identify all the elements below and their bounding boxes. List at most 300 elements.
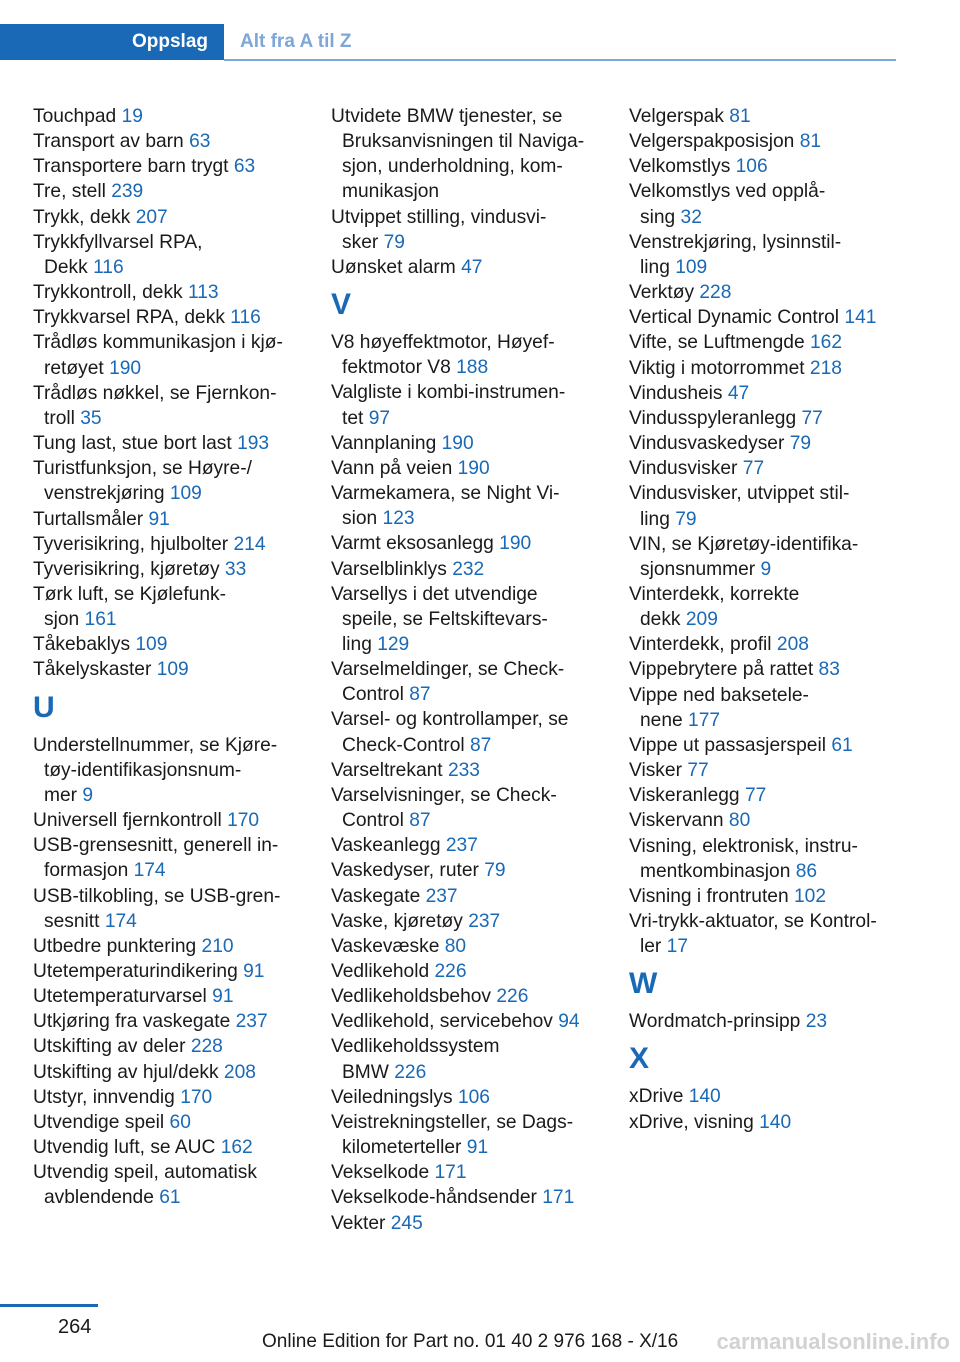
page-link[interactable]: 86: [795, 860, 818, 882]
page-number: 264: [58, 1316, 92, 1338]
page-link[interactable]: 174: [133, 860, 166, 882]
index-entry: [33, 884, 301, 934]
page-link[interactable]: 237: [425, 885, 458, 907]
page-link[interactable]: 87: [409, 810, 431, 832]
page-link[interactable]: 228: [699, 282, 732, 304]
index-entry: [33, 330, 301, 380]
page-link[interactable]: 129: [377, 633, 410, 655]
page-link[interactable]: 81: [729, 106, 751, 127]
page-link[interactable]: 77: [687, 760, 709, 782]
index-entry-text: Turistfunksjon, se Høyre-/: [33, 458, 252, 480]
index-entry: [331, 984, 599, 1009]
index-entry: [33, 657, 301, 682]
index-entry-text: Dekk: [44, 256, 88, 278]
index-entry: [33, 557, 301, 582]
index-entry-text: sjon, underholdning, kom‐: [342, 156, 563, 178]
page-link[interactable]: 87: [409, 684, 431, 706]
index-entry-text: Tyverisikring, kjøretøy: [33, 558, 220, 580]
page-link[interactable]: 47: [461, 256, 483, 278]
page-link[interactable]: 190: [441, 432, 474, 454]
page-link[interactable]: 162: [810, 332, 843, 354]
index-column-1: [33, 104, 301, 1211]
index-entry-text: Touchpad: [33, 106, 117, 127]
index-entry-text: xDrive, visning: [629, 1111, 754, 1133]
index-entry-text: mentkombinasjon: [640, 860, 791, 882]
index-entry: [331, 380, 599, 430]
index-entry-text: Velkomstlys ved opplå‐: [629, 181, 826, 203]
header-divider: [224, 59, 896, 61]
page-header: [0, 24, 896, 62]
index-entry-text: Utvendig speil, automatisk: [33, 1162, 257, 1184]
index-entry: [331, 934, 599, 959]
index-entry: [629, 129, 897, 154]
index-column-2: [331, 104, 599, 1236]
index-entry-text: speile, se Feltskiftevars‐: [342, 608, 548, 630]
index-entry: [331, 833, 599, 858]
index-entry-text: tet: [342, 407, 364, 429]
index-entry: [629, 683, 897, 733]
index-entry: [33, 456, 301, 506]
index-entry-text: formasjon: [44, 860, 129, 882]
page-link[interactable]: 170: [227, 810, 260, 832]
index-entry-text: Vinterdekk, profil: [629, 634, 772, 656]
index-entry-text: Viskeranlegg: [629, 785, 740, 807]
index-entry-text: Velgerspakposisjon: [629, 131, 795, 153]
page-link[interactable]: 237: [235, 1011, 268, 1033]
index-entry: [33, 959, 301, 984]
index-entry-text: Utskifting av deler: [33, 1036, 186, 1058]
index-entry-text: Vedlikehold: [331, 961, 430, 982]
index-entry-text: Utbedre punktering: [33, 935, 197, 957]
page-link[interactable]: 113: [187, 282, 219, 304]
page-link[interactable]: 171: [542, 1187, 575, 1209]
index-entry: [33, 230, 301, 280]
index-entry: [331, 330, 599, 380]
page-link[interactable]: 94: [558, 1011, 580, 1033]
chapter-tab[interactable]: Alt fra A til Z: [240, 31, 352, 52]
index-entry: [33, 1160, 301, 1210]
page-link[interactable]: 208: [223, 1061, 256, 1083]
index-entry: [629, 481, 897, 531]
index-entry-text: Varseltrekant: [331, 759, 443, 781]
index-entry-text: Vedlikeholdssystem: [331, 1036, 500, 1058]
page-link[interactable]: 177: [688, 709, 721, 731]
index-entry-text: Tåkebaklys: [33, 634, 131, 656]
page-link[interactable]: 237: [445, 835, 478, 857]
index-entry: [33, 104, 301, 129]
index-entry-text: Vaskevæske: [331, 935, 440, 957]
index-entry-text: Vannplaning: [331, 432, 437, 454]
index-entry-text: Varselmeldinger, se Check-: [331, 659, 565, 681]
index-entry: [33, 1085, 301, 1110]
index-entry-text: Varsel- og kontrollamper, se: [331, 709, 569, 731]
index-entry: [33, 582, 301, 632]
index-entry: [331, 1085, 599, 1110]
index-entry-text: Vindusvisker: [629, 458, 738, 480]
watermark: carmanualsonline.info: [716, 1329, 950, 1354]
index-entry: [331, 205, 599, 255]
index-entry-text: ling: [640, 508, 670, 530]
page-link[interactable]: 9: [82, 784, 94, 806]
index-entry-text: Trådløs kommunikasjon i kjø‐: [33, 332, 283, 354]
page-link[interactable]: 17: [666, 936, 689, 958]
page-link[interactable]: 208: [776, 634, 809, 656]
index-entry-text: Utskifting av hjul/dekk: [33, 1061, 219, 1083]
index-entry: [629, 632, 897, 657]
index-entry: [629, 305, 897, 330]
index-entry-text: Vertical Dynamic Control: [629, 307, 840, 329]
index-letter-heading: W: [629, 967, 658, 1001]
page-link[interactable]: 237: [468, 910, 501, 932]
index-entry-text: Vippebrytere på rattet: [629, 659, 814, 681]
index-entry-text: Vindusvisker, utvippet stil‐: [629, 483, 850, 505]
index-entry: [331, 1110, 599, 1160]
page-link[interactable]: 109: [135, 634, 168, 656]
page-link[interactable]: 83: [818, 659, 840, 681]
index-entry-text: venstrekjøring: [44, 483, 165, 505]
index-entry-text: Turtallsmåler: [33, 508, 144, 530]
index-entry: [331, 557, 599, 582]
index-entry-text: sjon: [44, 609, 80, 631]
index-entry-text: Trådløs nøkkel, se Fjernkon‐: [33, 382, 277, 404]
page-link[interactable]: 35: [80, 407, 102, 429]
page-link[interactable]: 116: [93, 256, 124, 278]
index-entry-text: Viskervann: [629, 810, 724, 832]
page-link[interactable]: 19: [121, 106, 143, 127]
index-entry: [331, 858, 599, 883]
index-entry: [629, 884, 897, 909]
index-entry-text: nene: [640, 709, 683, 731]
index-entry: [331, 255, 599, 280]
page-link[interactable]: 106: [735, 156, 768, 178]
index-entry-text: sesnitt: [44, 910, 100, 932]
index-entry-text: Veistrekningsteller, se Dags‐: [331, 1111, 574, 1133]
index-entry-text: Varmt eksosanlegg: [331, 533, 494, 555]
index-entry-text: Wordmatch-prinsipp: [629, 1011, 801, 1033]
index-entry: [629, 104, 897, 129]
page-link[interactable]: 47: [727, 382, 750, 404]
page-link[interactable]: 141: [844, 307, 877, 329]
page-link[interactable]: 226: [496, 986, 529, 1008]
page-link[interactable]: 91: [212, 986, 234, 1008]
index-entry-text: Trykkvarsel RPA, dekk: [33, 307, 225, 329]
page-link[interactable]: 79: [484, 860, 506, 882]
index-entry-text: Veiledningslys: [331, 1086, 453, 1108]
page-link[interactable]: 23: [805, 1011, 828, 1033]
page-link[interactable]: 193: [237, 433, 270, 455]
index-entry-text: Vindusspyleranlegg: [629, 407, 797, 429]
index-entry-text: Valgliste i kombi-instrumen‐: [331, 382, 566, 404]
page-link[interactable]: 170: [180, 1086, 213, 1108]
page-link[interactable]: 218: [809, 357, 842, 379]
index-entry-text: ler: [640, 936, 662, 958]
page-link[interactable]: 116: [230, 307, 261, 329]
index-entry-text: Vindusvaskedyser: [629, 433, 785, 455]
page-link[interactable]: 80: [728, 810, 751, 832]
index-letter-heading: V: [331, 288, 352, 322]
page-link[interactable]: 207: [135, 206, 168, 228]
index-entry: [331, 531, 599, 556]
index-entry-text: VIN, se Kjøretøy-identifika‐: [629, 533, 859, 555]
index-entry-text: Varsellys i det utvendige: [331, 583, 538, 605]
page-link[interactable]: 77: [801, 407, 823, 429]
index-entry-text: munikasjon: [342, 181, 440, 203]
index-entry: [629, 733, 897, 758]
index-entry-text: Utvippet stilling, vindusvi‐: [331, 206, 547, 228]
index-entry-text: Vedlikeholdsbehov: [331, 986, 492, 1008]
page-link[interactable]: 91: [243, 961, 265, 982]
page-link[interactable]: 87: [469, 734, 492, 756]
index-entry: [331, 1185, 599, 1210]
index-entry-text: Tung last, stue bort last: [33, 433, 232, 455]
index-entry: [629, 456, 897, 481]
page-link[interactable]: 102: [793, 885, 826, 907]
index-entry: [629, 1084, 897, 1109]
index-entry-text: mer: [44, 784, 78, 806]
page-link[interactable]: 245: [390, 1212, 423, 1234]
index-entry-text: Vedlikehold, servicebehov: [331, 1011, 553, 1033]
page-link[interactable]: 209: [685, 609, 718, 631]
page-link[interactable]: 190: [457, 457, 490, 479]
index-entry-text: Vann på veien: [331, 457, 453, 479]
index-entry-text: Check-Control: [342, 734, 465, 756]
page-link[interactable]: 109: [169, 483, 202, 505]
index-entry: [331, 431, 599, 456]
index-entry-text: USB-grensesnitt, generell in‐: [33, 835, 279, 857]
edition-note: Online Edition for Part no. 01 40 2 976 168 - X/16: [262, 1331, 679, 1352]
index-entry-text: retøyet: [44, 357, 104, 379]
index-entry-text: Vri-trykk-aktuator, se Kontrol‐: [629, 911, 877, 932]
index-entry: [331, 959, 599, 984]
index-entry-text: Control: [342, 810, 404, 832]
index-entry-text: sing: [640, 206, 676, 228]
page-link[interactable]: 239: [111, 181, 144, 203]
index-entry-text: Vinterdekk, korrekte: [629, 583, 800, 605]
index-entry-text: tøy-identifikasjonsnum‐: [44, 759, 242, 781]
page-link[interactable]: 33: [224, 558, 247, 580]
index-entry: [629, 280, 897, 305]
page-link[interactable]: 77: [744, 785, 767, 807]
page-link[interactable]: 123: [382, 508, 415, 530]
index-entry: [629, 356, 897, 381]
index-entry: [331, 456, 599, 481]
index-entry-text: Vaske, kjøretøy: [331, 910, 463, 932]
page-link[interactable]: 226: [434, 961, 467, 982]
index-entry-text: kilometerteller: [342, 1137, 462, 1159]
page-link[interactable]: 109: [675, 256, 708, 278]
index-entry-text: Venstrekjøring, lysinnstil‐: [629, 231, 842, 253]
page-link[interactable]: 91: [148, 508, 170, 530]
page-link[interactable]: 140: [759, 1111, 792, 1133]
index-entry-text: Utvidete BMW tjenester, se: [331, 106, 563, 127]
index-entry: [331, 1034, 599, 1084]
index-entry-text: dekk: [640, 609, 681, 631]
page-link[interactable]: 9: [760, 558, 772, 580]
index-entry: [629, 179, 897, 229]
index-entry: [33, 808, 301, 833]
page-link[interactable]: 232: [452, 558, 485, 580]
index-entry: [33, 129, 301, 154]
page-link[interactable]: 174: [104, 910, 137, 932]
page-link[interactable]: 60: [169, 1111, 191, 1133]
index-entry: [629, 657, 897, 682]
index-entry: [331, 1160, 599, 1185]
index-entry-text: Visning i frontruten: [629, 885, 789, 907]
index-entry-text: Tørk luft, se Kjølefunk‐: [33, 583, 226, 605]
index-entry-text: BMW: [342, 1061, 389, 1083]
index-entry: [629, 330, 897, 355]
page-link[interactable]: 190: [499, 533, 532, 555]
index-entry-text: Transport av barn: [33, 131, 184, 153]
index-entry-text: Viktig i motorrommet: [629, 357, 805, 379]
index-entry: [331, 582, 599, 657]
index-entry: [331, 884, 599, 909]
index-entry-text: Utetemperaturvarsel: [33, 986, 207, 1008]
page-link[interactable]: 188: [456, 357, 489, 379]
index-column-3: [629, 104, 897, 1135]
index-entry-text: Uønsket alarm: [331, 256, 456, 278]
index-entry-text: sion: [342, 508, 378, 530]
index-entry-text: Understellnummer, se Kjøre‐: [33, 734, 278, 756]
section-tab[interactable]: Oppslag: [0, 24, 224, 60]
index-entry: [331, 1009, 599, 1034]
index-entry: [33, 1135, 301, 1160]
index-entry: [629, 783, 897, 808]
index-entry: [629, 381, 897, 406]
page-link[interactable]: 140: [688, 1086, 721, 1108]
page-link[interactable]: 79: [675, 508, 697, 530]
index-entry: [331, 657, 599, 707]
page-link[interactable]: 161: [84, 609, 117, 631]
index-entry-text: Vindusheis: [629, 382, 723, 404]
index-entry-text: V8 høyeffektmotor, Høyef‐: [331, 332, 555, 354]
index-entry-text: Vippe ned baksetele‐: [629, 684, 809, 706]
index-entry: [33, 632, 301, 657]
index-entry: [629, 582, 897, 632]
index-entry-text: sker: [342, 231, 379, 253]
index-entry: [33, 305, 301, 330]
index-entry-text: Visning, elektronisk, instru‐: [629, 835, 858, 857]
index-entry: [33, 833, 301, 883]
index-entry: [331, 758, 599, 783]
index-entry: [629, 230, 897, 280]
index-entry-text: Utkjøring fra vaskegate: [33, 1011, 231, 1033]
page-link[interactable]: 162: [220, 1137, 253, 1159]
page-link[interactable]: 97: [368, 407, 391, 429]
index-entry: [33, 507, 301, 532]
index-entry-text: Tyverisikring, hjulbolter: [33, 533, 229, 555]
index-entry: [331, 481, 599, 531]
page-link[interactable]: 106: [457, 1086, 490, 1108]
index-entry-text: ling: [640, 256, 670, 278]
index-entry: [33, 280, 301, 305]
index-letter-heading: U: [33, 690, 55, 724]
page-link[interactable]: 210: [201, 935, 234, 957]
page-link[interactable]: 63: [189, 131, 211, 153]
index-entry: [33, 532, 301, 557]
index-entry-text: Varselvisninger, se Check-: [331, 784, 557, 806]
page-link[interactable]: 80: [444, 935, 467, 957]
index-entry: [629, 406, 897, 431]
page-link[interactable]: 61: [831, 734, 853, 756]
page-link[interactable]: 61: [159, 1187, 181, 1209]
index-entry: [33, 1034, 301, 1059]
index-entry: [629, 1009, 897, 1034]
index-entry-text: avblendende: [44, 1187, 154, 1209]
index-entry: [629, 808, 897, 833]
index-entry-text: Vekselkode: [331, 1162, 430, 1184]
index-entry-text: Velgerspak: [629, 106, 724, 127]
index-entry-text: USB-tilkobling, se USB-gren‐: [33, 885, 281, 907]
index-entry-text: Trykk, dekk: [33, 206, 131, 228]
index-entry-text: Transportere barn trygt: [33, 156, 229, 178]
index-entry: [33, 1110, 301, 1135]
page-link[interactable]: 190: [109, 357, 142, 379]
index-entry: [629, 1110, 897, 1135]
index-entry-text: Velkomstlys: [629, 156, 731, 178]
index-entry-text: Vekter: [331, 1212, 386, 1234]
index-entry: [629, 758, 897, 783]
index-entry-text: ling: [342, 633, 372, 655]
index-entry-text: Tre, stell: [33, 181, 106, 203]
index-entry-text: Vaskegate: [331, 885, 421, 907]
index-entry-text: Control: [342, 684, 404, 706]
index-entry: [331, 707, 599, 757]
page-link[interactable]: 109: [156, 659, 189, 681]
index-entry-text: Utvendige speil: [33, 1111, 165, 1133]
page-link[interactable]: 77: [742, 458, 765, 480]
index-entry-text: Vifte, se Luftmengde: [629, 332, 805, 354]
index-entry-text: Vekselkode-håndsender: [331, 1187, 537, 1209]
page-link[interactable]: 228: [190, 1036, 223, 1058]
index-entry-text: Vippe ut passasjerspeil: [629, 734, 826, 756]
index-entry-text: Verktøy: [629, 282, 695, 304]
page-link[interactable]: 91: [466, 1137, 489, 1159]
page-link[interactable]: 214: [233, 533, 266, 555]
index-entry: [33, 1060, 301, 1085]
page-link[interactable]: 226: [394, 1061, 427, 1083]
index-entry: [33, 205, 301, 230]
index-entry-text: Vaskeanlegg: [331, 835, 441, 857]
page-link[interactable]: 79: [789, 433, 812, 455]
index-entry: [33, 431, 301, 456]
page-link[interactable]: 32: [680, 206, 702, 228]
index-entry: [33, 984, 301, 1009]
index-entry-text: Utetemperaturindikering: [33, 961, 238, 982]
index-entry: [331, 909, 599, 934]
page-link[interactable]: 63: [233, 156, 256, 178]
page-link[interactable]: 79: [383, 231, 405, 253]
index-entry-text: Utstyr, innvendig: [33, 1086, 175, 1108]
index-entry-text: Utvendig luft, se AUC: [33, 1137, 216, 1159]
page-link[interactable]: 233: [447, 759, 480, 781]
index-entry: [629, 154, 897, 179]
index-letter-heading: X: [629, 1042, 650, 1076]
index-entry-text: troll: [44, 407, 75, 429]
index-entry-text: Varmekamera, se Night Vi‐: [331, 483, 560, 505]
index-entry: [33, 934, 301, 959]
index-entry: [629, 532, 897, 582]
page-link[interactable]: 171: [434, 1162, 467, 1184]
index-entry: [629, 834, 897, 884]
index-entry: [331, 1211, 599, 1236]
index-entry: [33, 381, 301, 431]
page-link[interactable]: 81: [799, 131, 822, 153]
index-entry: [331, 783, 599, 833]
index-entry-text: xDrive: [629, 1086, 684, 1108]
index-entry: [33, 154, 301, 179]
index-entry-text: Vaskedyser, ruter: [331, 860, 479, 882]
